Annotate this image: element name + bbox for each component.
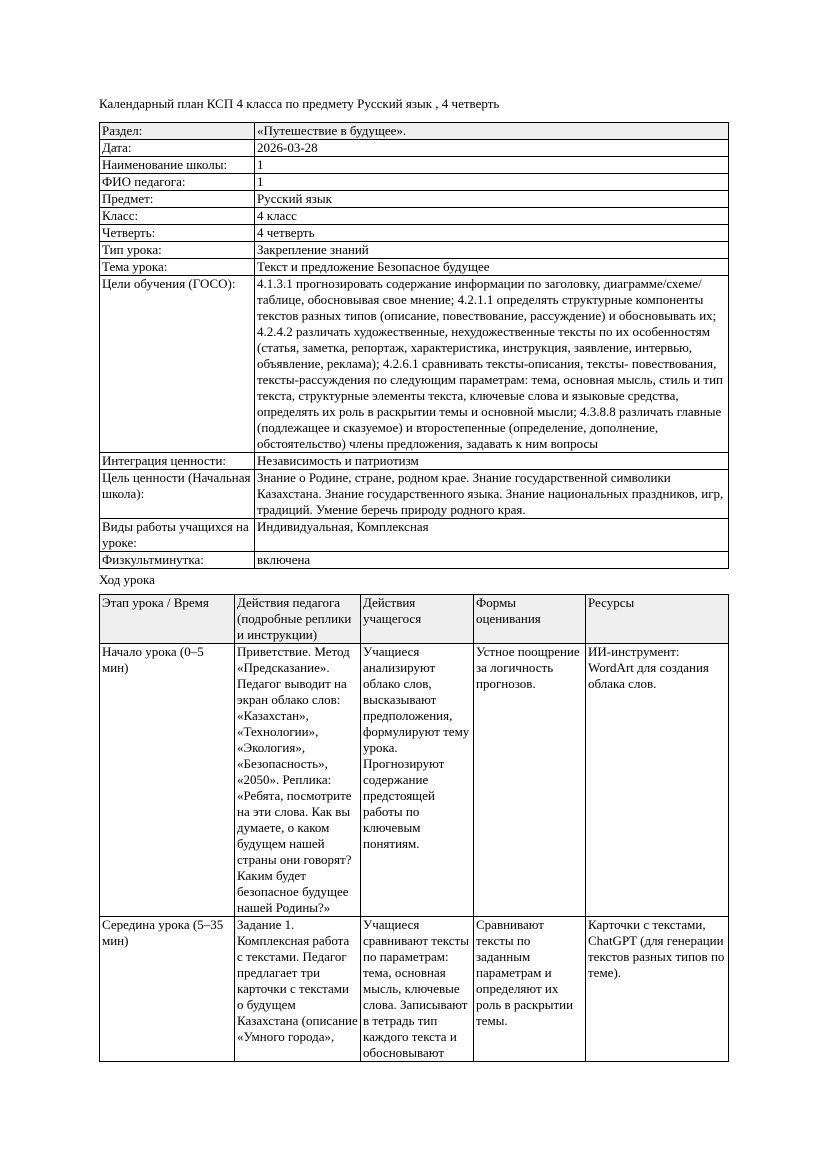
info-value: 1 bbox=[255, 174, 729, 191]
info-label: Тип урока: bbox=[100, 242, 255, 259]
info-value: 4 четверть bbox=[255, 225, 729, 242]
info-label: Предмет: bbox=[100, 191, 255, 208]
section-heading: Ход урока bbox=[99, 572, 155, 587]
column-header-student-actions: Действия учащегося bbox=[361, 595, 474, 644]
student-actions-cell: Учащиеся сравнивают тексты по параметрам: тема, основная мысль, ключевые слова. Записывают в тетрадь тип каждого текста и обосновывают bbox=[361, 917, 474, 1062]
table-row bbox=[100, 259, 729, 276]
info-value: 4 класс bbox=[255, 208, 729, 225]
table-row bbox=[100, 453, 729, 470]
table-row bbox=[100, 917, 729, 1062]
table-row bbox=[100, 191, 729, 208]
teacher-actions-cell: Приветствие. Метод «Предсказание». Педагог выводит на экран облако слов: «Казахстан», «Технологии», «Экология», «Безопасность», «2050». Реплика: «Ребята, посмотрите на эти слова. Как вы думаете, о каком будущем нашей страны они говорят? Каким будет безопасное будущее нашей Родины?» bbox=[235, 644, 361, 917]
info-value: Знание о Родине, стране, родном крае. Знание государственной символики Казахстана. Знание государственного языка. Знание национальных праздников, игр, традиций. Умение беречь природу родного края. bbox=[255, 470, 729, 519]
info-label: Класс: bbox=[100, 208, 255, 225]
table-row bbox=[100, 225, 729, 242]
info-value: Текст и предложение Безопасное будущее bbox=[255, 259, 729, 276]
table-row bbox=[100, 644, 729, 917]
info-label: Виды работы учащихся на уроке: bbox=[100, 519, 255, 552]
info-value: 1 bbox=[255, 157, 729, 174]
column-header-assessment: Формы оценивания bbox=[474, 595, 586, 644]
info-label: Физкультминутка: bbox=[100, 552, 255, 569]
info-value: Закрепление знаний bbox=[255, 242, 729, 259]
info-value: 4.1.3.1 прогнозировать содержание информации по заголовку, диаграмме/схеме/ таблице, обосновывая свое мнение; 4.2.1.1 определять структурные компоненты текстов разных типов (описание, повествование, рассуждение) и обосновывать их; 4.2.4.2 различать художественные, нехудожественные тексты по их особенностям (статья, заметка, репортаж, характеристика, инструкция, заявление, интервью, объявление, реклама); 4.2.6.1 сравнивать тексты-описания, тексты- повествования, тексты-рассуждения по следующим параметрам: тема, основная мысль, стиль и тип текста, структурные элементы текста, ключевые слова и языковые средства, определять их роль в раскрытии темы и основной мысли; 4.3.8.8 различать главные (подлежащее и сказуемое) и второстепенные (определение, дополнение, обстоятельство) члены предложения, задавать к ним вопросы bbox=[255, 276, 729, 453]
table-row bbox=[100, 208, 729, 225]
stage-cell: Середина урока (5–35 мин) bbox=[100, 917, 235, 1062]
info-label: Четверть: bbox=[100, 225, 255, 242]
table-row bbox=[100, 174, 729, 191]
info-label: Цели обучения (ГОСО): bbox=[100, 276, 255, 453]
page-title: Календарный план КСП 4 класса по предмету Русский язык , 4 четверть bbox=[99, 96, 500, 111]
info-label: Наименование школы: bbox=[100, 157, 255, 174]
info-label: Цель ценности (Начальная школа): bbox=[100, 470, 255, 519]
student-actions-cell: Учащиеся анализируют облако слов, высказывают предположения, формулируют тему урока. Прогнозируют содержание предстоящей работы по ключевым понятиям. bbox=[361, 644, 474, 917]
info-label: Интеграция ценности: bbox=[100, 453, 255, 470]
table-row bbox=[100, 123, 729, 140]
info-value: Индивидуальная, Комплексная bbox=[255, 519, 729, 552]
lesson-info-table bbox=[99, 122, 729, 569]
info-label: Раздел: bbox=[100, 123, 255, 140]
table-row bbox=[100, 242, 729, 259]
table-row bbox=[100, 140, 729, 157]
header-row bbox=[100, 595, 729, 644]
table-row bbox=[100, 157, 729, 174]
column-header-resources: Ресурсы bbox=[586, 595, 729, 644]
assessment-cell: Сравнивают тексты по заданным параметрам и определяют их роль в раскрытии темы. bbox=[474, 917, 586, 1062]
info-value: «Путешествие в будущее». bbox=[255, 123, 729, 140]
lesson-stages-table bbox=[99, 594, 729, 1062]
info-label: Тема урока: bbox=[100, 259, 255, 276]
stage-cell: Начало урока (0–5 мин) bbox=[100, 644, 235, 917]
document-page bbox=[99, 96, 728, 1062]
column-header-teacher-actions: Действия педагога (подробные реплики и инструкции) bbox=[235, 595, 361, 644]
teacher-actions-cell: Задание 1. Комплексная работа с текстами. Педагог предлагает три карточки с текстами о будущем Казахстана (описание «Умного города», bbox=[235, 917, 361, 1062]
table-row bbox=[100, 276, 729, 453]
info-value: включена bbox=[255, 552, 729, 569]
assessment-cell: Устное поощрение за логичность прогнозов. bbox=[474, 644, 586, 917]
info-value: 2026-03-28 bbox=[255, 140, 729, 157]
table-row bbox=[100, 519, 729, 552]
table-row bbox=[100, 470, 729, 519]
info-label: Дата: bbox=[100, 140, 255, 157]
resources-cell: Карточки с текстами, ChatGPT (для генерации текстов разных типов по теме). bbox=[586, 917, 729, 1062]
info-value: Русский язык bbox=[255, 191, 729, 208]
resources-cell: ИИ-инструмент: WordArt для создания облака слов. bbox=[586, 644, 729, 917]
info-label: ФИО педагога: bbox=[100, 174, 255, 191]
info-value: Независимость и патриотизм bbox=[255, 453, 729, 470]
column-header-stage: Этап урока / Время bbox=[100, 595, 235, 644]
table-row bbox=[100, 552, 729, 569]
